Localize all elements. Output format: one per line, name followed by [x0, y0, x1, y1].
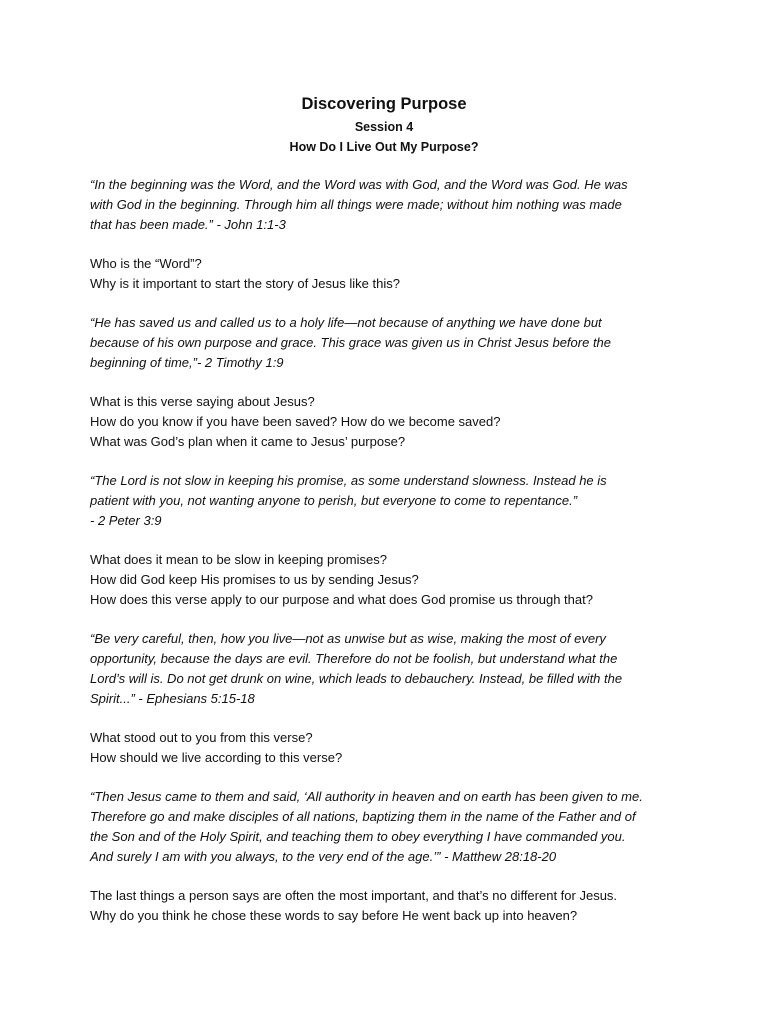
discussion-questions	[90, 254, 690, 294]
discussion-question: What stood out to you from this verse?	[90, 730, 313, 745]
discussion-question: How did God keep His promises to us by sending Jesus?	[90, 572, 419, 587]
discussion-question: How does this verse apply to our purpose and what does God promise us through that?	[90, 592, 593, 607]
discussion-question: What does it mean to be slow in keeping promises?	[90, 552, 387, 567]
scripture-line: “In the beginning was the Word, and the Word was with God, and the Word was God. He was	[90, 177, 628, 192]
discussion-questions	[90, 728, 690, 768]
discussion-questions	[90, 550, 690, 610]
scripture-line: “Then Jesus came to them and said, ‘All authority in heaven and on earth has been given to me.	[90, 789, 643, 804]
discussion-question: The last things a person says are often the most important, and that’s no different for Jesus.	[90, 888, 618, 903]
scripture-line: “The Lord is not slow in keeping his promise, as some understand slowness. Instead he is	[90, 473, 607, 488]
scripture-line: “Be very careful, then, how you live—not as unwise but as wise, making the most of every	[90, 631, 606, 646]
discussion-question: What is this verse saying about Jesus?	[90, 394, 315, 409]
scripture-line: the Son and of the Holy Spirit, and teaching them to obey everything I have commanded you.	[90, 829, 626, 844]
discussion-question: Who is the “Word”?	[90, 256, 202, 271]
scripture-passage	[90, 787, 690, 867]
scripture-line: - 2 Peter 3:9	[90, 513, 162, 528]
scripture-passage	[90, 471, 690, 531]
scripture-line: that has been made.” - John 1:1-3	[90, 217, 286, 232]
document-title: Discovering Purpose	[301, 95, 467, 113]
scripture-line: patient with you, not wanting anyone to perish, but everyone to come to repentance.”	[90, 493, 578, 508]
scripture-line: Lord’s will is. Do not get drunk on wine, which leads to debauchery. Instead, be filled with the	[90, 671, 623, 686]
scripture-line: Spirit...” - Ephesians 5:15-18	[90, 691, 255, 706]
discussion-questions	[90, 886, 690, 926]
scripture-line: And surely I am with you always, to the very end of the age.’” - Matthew 28:18-20	[90, 849, 557, 864]
discussion-question: How do you know if you have been saved? How do we become saved?	[90, 414, 501, 429]
discussion-question: What was God’s plan when it came to Jesus’ purpose?	[90, 434, 406, 449]
scripture-line: Therefore go and make disciples of all nations, baptizing them in the name of the Father and of	[90, 809, 636, 824]
scripture-passage	[90, 175, 690, 235]
scripture-line: “He has saved us and called us to a holy life—not because of anything we have done but	[90, 315, 602, 330]
discussion-questions	[90, 392, 690, 452]
scripture-line: because of his own purpose and grace. This grace was given us in Christ Jesus before the	[90, 335, 612, 350]
session-label: Session 4	[354, 120, 414, 134]
scripture-passage	[90, 629, 690, 709]
scripture-passage	[90, 313, 690, 373]
discussion-question: Why do you think he chose these words to say before He went back up into heaven?	[90, 908, 578, 923]
scripture-line: with God in the beginning. Through him all things were made; without him nothing was made	[90, 197, 622, 212]
scripture-line: beginning of time,”- 2 Timothy 1:9	[90, 355, 284, 370]
scripture-line: opportunity, because the days are evil. Therefore do not be foolish, but understand what the	[90, 651, 618, 666]
discussion-question: Why is it important to start the story of Jesus like this?	[90, 276, 400, 291]
document-body	[90, 175, 690, 945]
session-subtitle: How Do I Live Out My Purpose?	[289, 140, 479, 154]
discussion-question: How should we live according to this verse?	[90, 750, 343, 765]
